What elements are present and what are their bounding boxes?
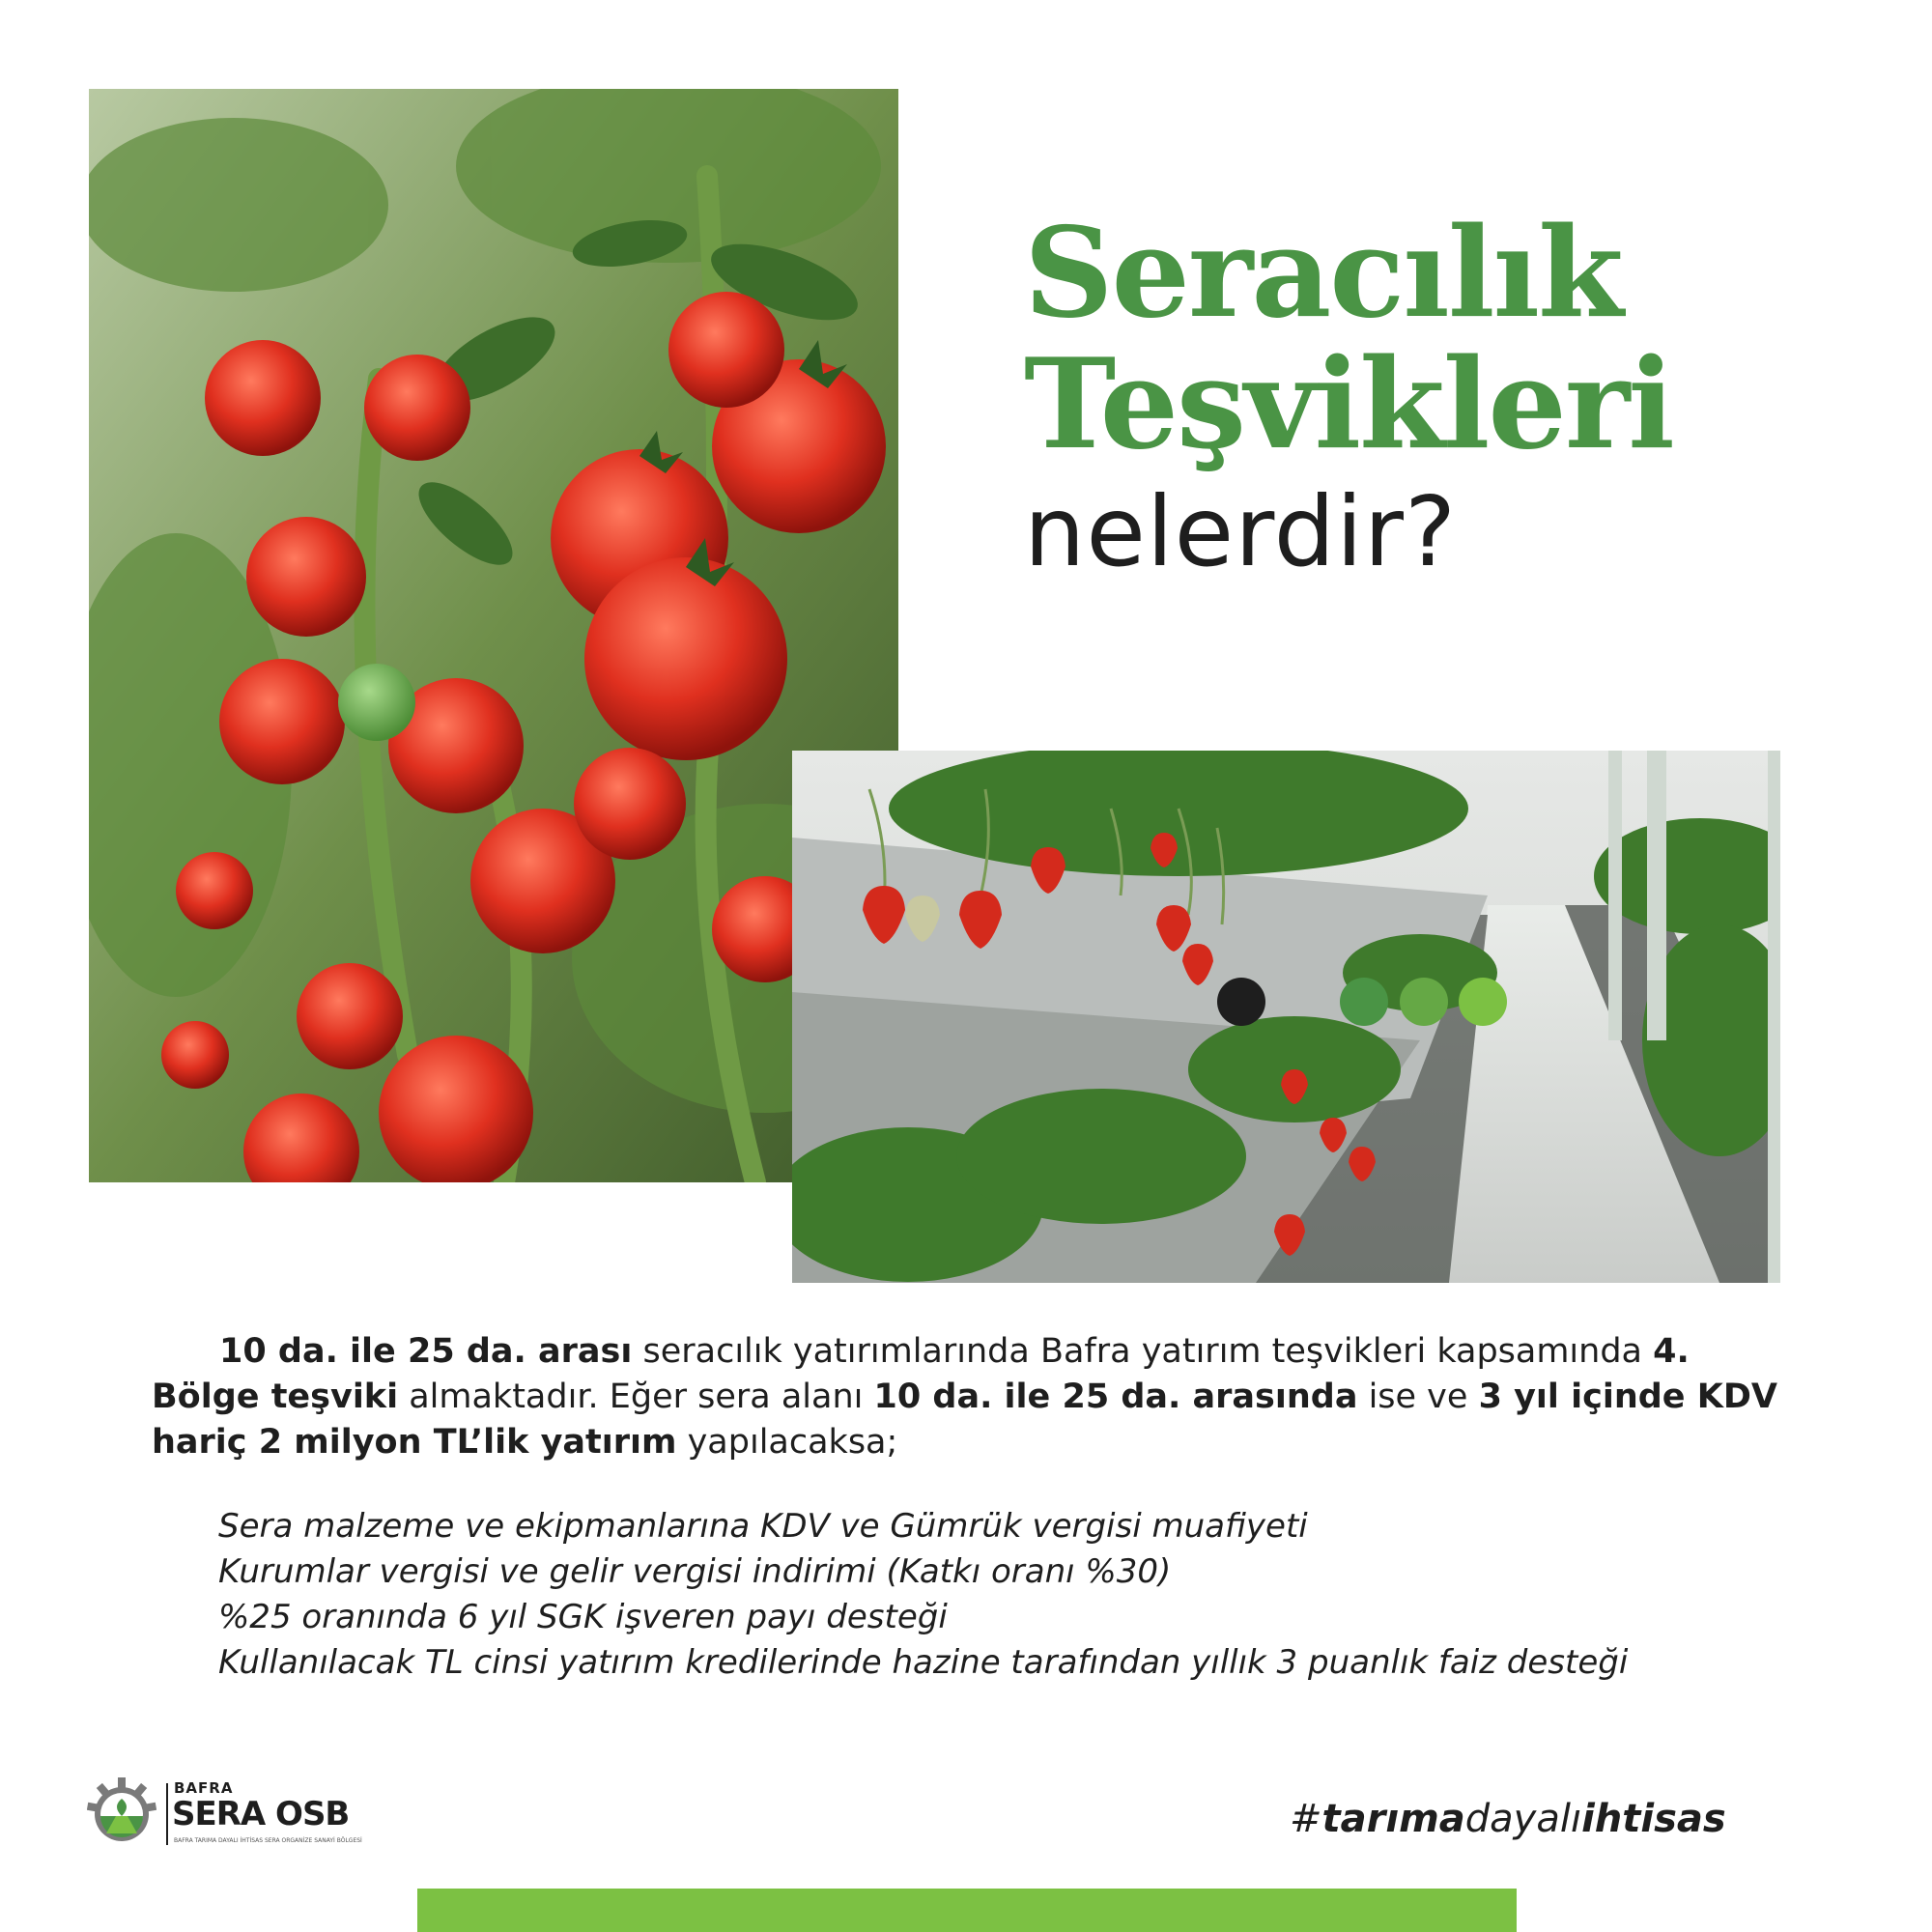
sub-headline: nelerdir? bbox=[1024, 475, 1458, 588]
gear-leaf-logo-icon bbox=[87, 1777, 156, 1847]
footer-accent-bar bbox=[417, 1889, 1517, 1932]
intro-bold-2: 4. Bölge teşviki bbox=[152, 1332, 1690, 1416]
benefit-item: Kullanılacak TL cinsi yatırım kredilerinde hazine tarafından yıllık 3 puanlık faiz desteği bbox=[218, 1643, 1629, 1682]
intro-text-1: seracılık yatırımlarında Bafra yatırım teşvikleri kapsamında bbox=[632, 1332, 1654, 1371]
logo-tagline: BAFRA TARIMA DAYALI İHTİSAS SERA ORGANİZE SANAYİ BÖLGESİ bbox=[174, 1837, 362, 1844]
benefit-item: Kurumlar vergisi ve gelir vergisi indirimi (Katkı oranı %30) bbox=[218, 1552, 1172, 1591]
intro-paragraph bbox=[152, 1329, 1794, 1465]
intro-text-3: ise ve bbox=[1357, 1378, 1479, 1416]
logo-divider bbox=[166, 1783, 168, 1845]
carousel-indicator bbox=[1217, 978, 1507, 1026]
hashtag bbox=[1290, 1797, 1726, 1841]
hashtag-part-2: dayalı bbox=[1464, 1797, 1582, 1841]
carousel-dot-4 bbox=[1459, 978, 1507, 1026]
headline-line-1: Seracılık bbox=[1024, 201, 1622, 346]
carousel-dot-2 bbox=[1340, 978, 1388, 1026]
intro-text-2: almaktadır. Eğer sera alanı bbox=[398, 1378, 874, 1416]
hashtag-part-3: ihtisas bbox=[1581, 1797, 1726, 1841]
benefit-item: %25 oranında 6 yıl SGK işveren payı desteği bbox=[218, 1598, 948, 1636]
intro-bold-1: 10 da. ile 25 da. arası bbox=[219, 1332, 633, 1371]
bafra-sera-osb-logo bbox=[87, 1777, 362, 1855]
hashtag-symbol: # bbox=[1290, 1797, 1322, 1841]
benefit-item: Sera malzeme ve ekipmanlarına KDV ve Gümrük vergisi muafiyeti bbox=[218, 1507, 1308, 1546]
hashtag-part-1: tarıma bbox=[1321, 1797, 1465, 1841]
tomato-photo bbox=[89, 89, 898, 1182]
logo-big-text: SERA OSB bbox=[172, 1795, 350, 1833]
intro-bold-3: 10 da. ile 25 da. arasında bbox=[873, 1378, 1358, 1416]
intro-bold-4: 3 yıl içinde KDV hariç 2 milyon TL’lik yatırım bbox=[152, 1378, 1777, 1462]
benefits-list bbox=[218, 1504, 1861, 1686]
headline bbox=[1024, 201, 1893, 477]
headline-line-2: Teşvikleri bbox=[1024, 332, 1673, 477]
logo-small-text: BAFRA bbox=[174, 1779, 234, 1797]
carousel-dot-3 bbox=[1400, 978, 1448, 1026]
carousel-dot-1 bbox=[1217, 978, 1265, 1026]
intro-text-4: yapılacaksa; bbox=[676, 1423, 898, 1462]
